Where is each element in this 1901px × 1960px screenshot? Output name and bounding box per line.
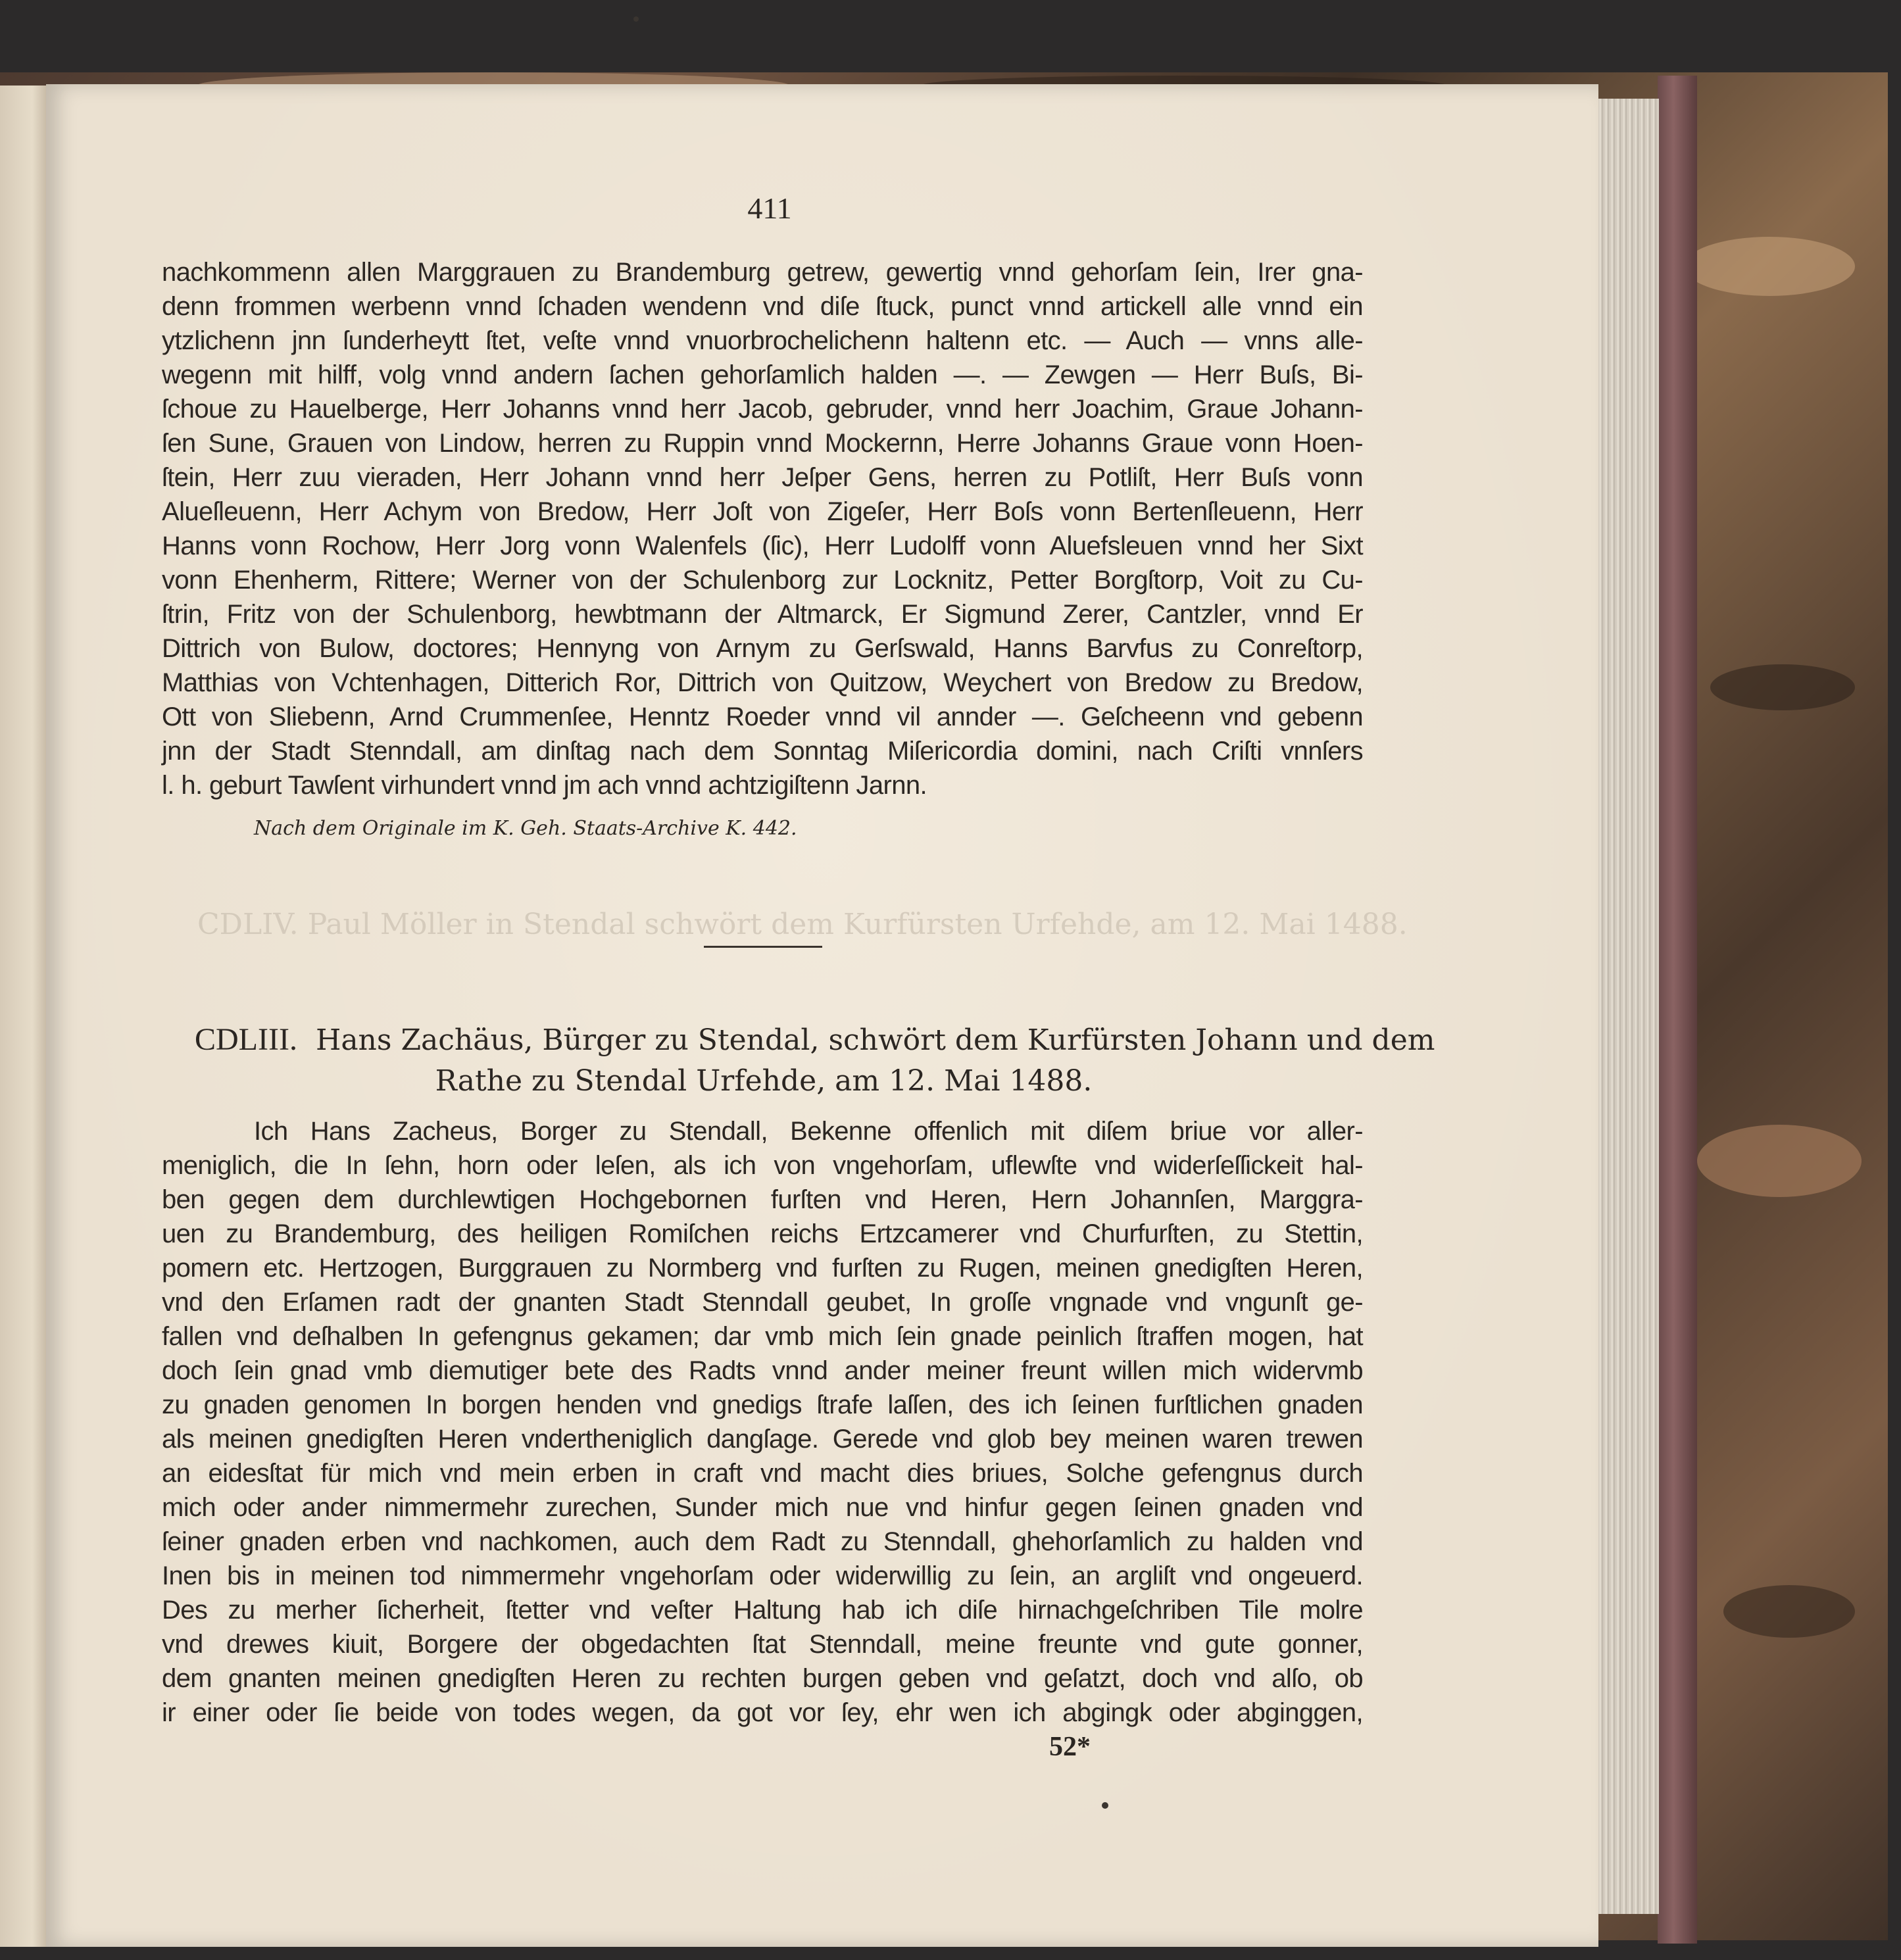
text-line: ſtrin, Fritz von der Schulenborg, hewbtmann der Altmarck, Er Sigmund Zerer, Cantzler, vnnd Er <box>162 600 1363 629</box>
marble-vein <box>1723 1585 1855 1638</box>
text-line: fallen vnd deſhalben In gefengnus gekamen; dar vmb mich ſein gnade peinlich ſtraffen mogen, hat <box>162 1322 1363 1351</box>
text-line: doch ſein gnad vmb diemutiger bete des Radts vnnd ander meiner freunt willen mich widervmb <box>162 1356 1363 1385</box>
text-line: zu gnaden genomen In borgen henden vnd gnedigs ſtrafe laſſen, des ich ſeinen furſtlichen gnaden <box>162 1390 1363 1419</box>
signature-mark: 52* <box>1049 1732 1091 1762</box>
text-line: Ott von Sliebenn, Arnd Crummenſee, Henntz Roeder vnnd vil annder —. Geſcheenn vnd gebenn <box>162 702 1363 731</box>
marble-vein <box>1697 1125 1862 1197</box>
text-line: meniglich, die In ſehn, horn oder leſen, als ich von vngehorſam, uflewſte vnd widerſeſſickeit hal- <box>162 1151 1363 1180</box>
text-line: als meinen gnedigſten Heren vndertheniglich dangſage. Gerede vnd glob bey meinen waren trewen <box>162 1425 1363 1454</box>
text-line: ſchoue zu Hauelberge, Herr Johanns vnnd herr Jacob, gebruder, vnnd herr Joachim, Graue Johann- <box>162 395 1363 424</box>
text-line: Alueſleuenn, Herr Achym von Bredow, Herr Joſt von Zigeſer, Herr Boſs vonn Bertenſleuenn, Herr <box>162 497 1363 526</box>
text-line: ir einer oder ſie beide von todes wegen, da got vor ſey, ehr wen ich abgingk oder abginggen, <box>162 1698 1363 1727</box>
marble-vein <box>1710 664 1855 710</box>
text-line: vnd drewes kiuit, Borgere der obgedachten ſtat Stenndall, meine freunte vnd gute gonner, <box>162 1630 1363 1659</box>
text-line: ſen Sune, Grauen von Lindow, herren zu Ruppin vnnd Mockernn, Herre Johanns Graue vonn Hoen- <box>162 429 1363 458</box>
document-heading <box>195 1019 1435 1102</box>
source-note: Nach dem Originale im K. Geh. Staats-Archive K. 442. <box>254 817 797 840</box>
section-divider <box>704 946 822 948</box>
text-line: denn frommen werbenn vnnd ſchaden wendenn vnd diſe ſtuck, punct vnnd artickell alle vnnd ein <box>162 292 1363 321</box>
text-line: jnn der Stadt Stenndall, am dinſtag nach dem Sonntag Miſericordia domini, nach Criſti vnnſers <box>162 737 1363 766</box>
text-line: vonn Ehenherm, Rittere; Werner von der Schulenborg zur Locknitz, Petter Borgſtorp, Voit zu Cu- <box>162 566 1363 595</box>
heading-title: Hans Zachäus, Bürger zu Stendal, schwört dem Kurfürsten Johann und dem <box>315 1023 1435 1057</box>
bleed-through-text: CDLIV. Paul Möller in Stendal schwört dem Kurfürsten Urfehde, am 12. Mai 1488. <box>197 908 1408 941</box>
ink-speck <box>633 16 639 22</box>
text-line: pomern etc. Hertzogen, Burggrauen zu Normberg vnd furſten zu Rugen, meinen gnedigſten Heren, <box>162 1254 1363 1283</box>
heading-line-1 <box>195 1019 1435 1061</box>
text-line: Ich Hans Zacheus, Borger zu Stendall, Bekenne offenlich mit diſem briue vor aller- <box>254 1117 1363 1146</box>
upper-paragraph <box>162 255 1363 802</box>
text-line: an eidesſtat für mich vnd mein erben in craft vnd macht dies briues, Solche gefengnus durch <box>162 1459 1363 1488</box>
book-spine-edge <box>1658 76 1697 1944</box>
text-line: Inen bis in meinen tod nimmermehr vngehorſam oder widerwillig zu ſein, an argliſt vnd ongeuerd. <box>162 1561 1363 1590</box>
previous-page-edge <box>0 86 46 1947</box>
text-line: nachkommenn allen Marggrauen zu Brandemburg getrew, gewertig vnnd gehorſam ſein, Irer gna- <box>162 258 1363 287</box>
text-line: ben gegen dem durchlewtigen Hochgebornen furſten vnd Heren, Hern Johannſen, Marggra- <box>162 1185 1363 1214</box>
page-number: 411 <box>747 191 792 225</box>
text-line: wegenn mit hilff, volg vnnd andern ſachen gehorſamlich halden —. — Zewgen — Herr Buſs, Bi- <box>162 360 1363 389</box>
text-line: ſtein, Herr zuu vieraden, Herr Johann vnnd herr Jeſper Gens, herren zu Potliſt, Herr Buſs vonn <box>162 463 1363 492</box>
text-line: Dittrich von Bulow, doctores; Hennyng von Arnym zu Gerſswald, Hanns Barvfus zu Conreſtorp, <box>162 634 1363 663</box>
text-line: Hanns vonn Rochow, Herr Jorg vonn Walenfels (ſic), Herr Ludolff vonn Aluefsleuen vnnd her Sixt <box>162 531 1363 560</box>
marble-vein <box>1684 237 1855 296</box>
text-line: Des zu merher ſicherheit, ſtetter vnd veſter Haltung hab ich diſe hirnachgeſchriben Tile molre <box>162 1596 1363 1625</box>
text-line: ſeiner gnaden erben vnd nachkomen, auch dem Radt zu Stenndall, ghehorſamlich zu halden vnd <box>162 1527 1363 1556</box>
text-line: l. h. geburt Tawſent virhundert vnnd jm ach vnnd achtzigiſtenn Jarnn. <box>162 771 927 800</box>
text-line: uen zu Brandemburg, des heiligen Romiſchen reichs Ertzcamerer vnd Churfurſten, zu Stettin, <box>162 1219 1363 1248</box>
heading-line-2: Rathe zu Stendal Urfehde, am 12. Mai 1488. <box>435 1064 1093 1098</box>
text-line: Matthias von Vchtenhagen, Ditterich Ror, Dittrich von Quitzow, Weychert von Bredow zu Bredow, <box>162 668 1363 697</box>
text-line: mich oder ander nimmermehr zurechen, Sunder mich nue vnd hinfur gegen ſeinen gnaden vnd <box>162 1493 1363 1522</box>
text-line: dem gnanten meinen gnedigſten Heren zu rechten burgen geben vnd geſatzt, doch vnd alſo, ob <box>162 1664 1363 1693</box>
lower-paragraph <box>162 1114 1363 1730</box>
text-line: vnd den Erſamen radt der gnanten Stadt Stenndall geubet, In groſſe vngnade vnd vngunſt ge- <box>162 1288 1363 1317</box>
document-number: CDLIII. <box>195 1022 297 1057</box>
text-line: ytzlichenn jnn ſunderheytt ſtet, veſte vnnd vnuorbrochelichenn haltenn etc. — Auch — vnns alle- <box>162 326 1363 355</box>
ink-speck <box>1102 1802 1108 1809</box>
